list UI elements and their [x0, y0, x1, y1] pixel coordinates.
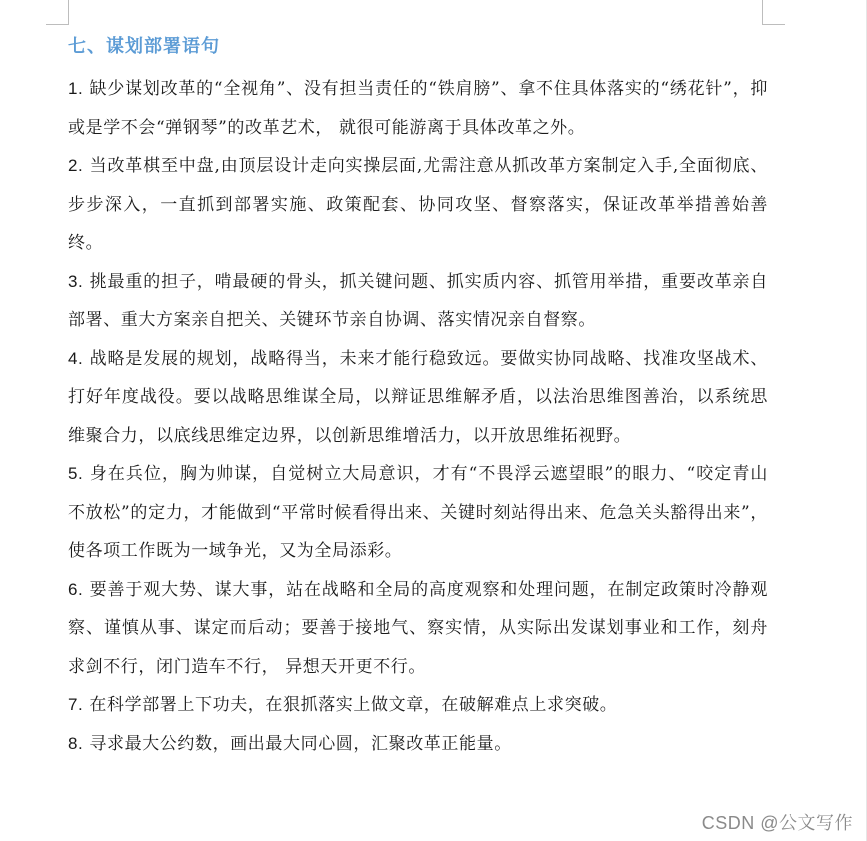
paragraph-3: [68, 263, 768, 340]
paragraph-number: 4.: [68, 348, 84, 368]
paragraph-text: 要善于观大势、谋大事，站在战略和全局的高度观察和处理问题，在制定政策时冷静观察、谨慎从事、谋定而后动；要善于接地气、察实情，从实际出发谋划事业和工作，刻舟求剑不行，闭门造车不行， 异想天开更不行。: [68, 579, 768, 677]
paragraph-text: 挑最重的担子，啃最硬的骨头，抓关键问题、抓实质内容、抓管用举措，重要改革亲自部署、重大方案亲自把关、关键环节亲自协调、落实情况亲自督察。: [68, 271, 768, 330]
page-corner-mark-right: [762, 0, 785, 25]
paragraph-number: 5.: [68, 464, 84, 483]
paragraph-number: 2.: [68, 156, 84, 175]
paragraph-6: [68, 571, 768, 687]
paragraph-text: 缺少谋划改革的“全视角”、没有担当责任的“铁肩膀”、拿不住具体落实的“绣花针”，抑或是学不会“弹钢琴”的改革艺术， 就很可能游离于具体改革之外。: [68, 79, 768, 138]
document-body[interactable]: [68, 30, 768, 763]
paragraph-number: 6.: [68, 579, 84, 599]
page-corner-mark-left: [46, 0, 69, 25]
paragraph-1: [68, 70, 768, 147]
paragraph-text: 寻求最大公约数，画出最大同心圆，汇聚改革正能量。: [83, 733, 512, 754]
paragraph-text: 身在兵位，胸为帅谋，自觉树立大局意识，才有“不畏浮云遮望眼”的眼力、“咬定青山不放松”的定力，才能做到“平常时候看得出来、关键时刻站得出来、危急关头豁得出来”，使各项工作既为一域争光，又为全局添彩。: [68, 464, 768, 561]
paragraph-5: [68, 455, 768, 571]
paragraph-text: 在科学部署上下功夫，在狠抓落实上做文章，在破解难点上求突破。: [83, 695, 618, 715]
section-heading: 七、谋划部署语句: [68, 36, 220, 57]
paragraph-2: [68, 147, 768, 263]
paragraph-8: [68, 725, 768, 764]
paragraph-text: 战略是发展的规划，战略得当，未来才能行稳致远。要做实协同战略、找准攻坚战术、打好年度战役。要以战略思维谋全局，以辩证思维解矛盾，以法治思维图善治，以系统思维聚合力，以底线思维定边界，以创新思维增活力，以开放思维拓视野。: [68, 348, 768, 446]
paragraph-text: 当改革棋至中盘,由顶层设计走向实操层面,尤需注意从抓改革方案制定入手,全面彻底、步步深入，一直抓到部署实施、政策配套、协同攻坚、督察落实，保证改革举措善始善终。: [68, 156, 768, 253]
paragraph-7: [68, 686, 768, 725]
paragraph-4: [68, 340, 768, 456]
paragraph-number: 7.: [68, 695, 84, 714]
csdn-watermark: CSDN @公文写作: [701, 813, 853, 833]
paragraph-number: 8.: [68, 733, 84, 753]
paragraph-number: 1.: [68, 79, 84, 98]
paragraph-number: 3.: [68, 271, 84, 291]
